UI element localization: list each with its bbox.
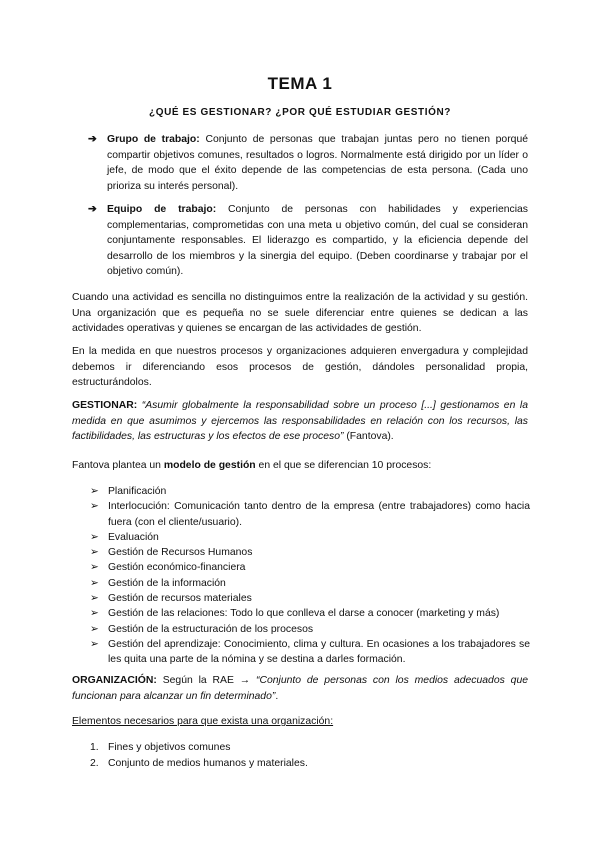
definition-grupo-de-trabajo (88, 132, 528, 194)
list-item (90, 576, 530, 591)
list-item-text: Gestión de Recursos Humanos (108, 547, 253, 559)
list-item-text: Gestión de las relaciones: Todo lo que conlleva el darse a conocer (marketing y más) (108, 608, 500, 620)
list-item (90, 591, 530, 606)
organizacion-end: . (275, 690, 279, 702)
definition-equipo-de-trabajo (88, 202, 528, 280)
list-item (90, 499, 530, 530)
gestionar-definition (72, 398, 528, 445)
elements-heading: Elementos necesarios para que exista una organización: (72, 716, 334, 727)
list-item-text: Evaluación (108, 531, 159, 543)
list-item (90, 484, 530, 499)
list-item (90, 622, 530, 637)
list-item-text: Gestión de la estructuración de los procesos (108, 623, 314, 635)
list-item-text: Fines y objetivos comunes (108, 742, 231, 753)
paragraph-actividad: Cuando una actividad es sencilla no distinguimos entre la realización de la actividad y su gestión. Una organización que es pequeña no se suele diferenciar entre quienes se dedican a las actividades operativas y quienes se encargan de las actividades de gestión. (72, 292, 528, 335)
bullet-arrowhead-icon: ➢ (90, 638, 99, 650)
organizacion-label: ORGANIZACIÓN: (72, 675, 157, 686)
gestionar-quote: “Asumir globalmente la responsabilidad sobre un proceso [...] gestionamos en la medida en que asumimos y ejercemos las responsabilidades en relación con los recursos, las factibilidades, las estructuras y los efectos de ese proceso” (72, 400, 528, 443)
gestionar-source: (Fantova). (343, 431, 394, 443)
page-title: TEMA 1 (267, 74, 333, 93)
list-item (90, 606, 530, 621)
arrow-bullet-icon: ➔ (88, 204, 97, 215)
list-item (90, 637, 530, 668)
organizacion-quote: “Conjunto de personas con los medios adecuados que funcionan para alcanzar un fin determinado” (72, 675, 528, 702)
fantova-intro-bold: modelo de gestión (163, 460, 256, 471)
organizacion-definition (72, 673, 528, 704)
fantova-intro-after: en el que se diferencian 10 procesos: (255, 460, 432, 471)
processes-list (90, 484, 530, 668)
bullet-arrowhead-icon: ➢ (90, 562, 99, 574)
list-item-text: Conjunto de medios humanos y materiales. (108, 757, 308, 769)
list-item-text: Gestión de recursos materiales (108, 593, 252, 605)
definition-term: Equipo de trabajo: (107, 204, 217, 215)
list-item (90, 530, 530, 545)
bullet-arrowhead-icon: ➢ (90, 501, 99, 513)
list-item (90, 560, 530, 575)
bullet-arrowhead-icon: ➢ (90, 547, 99, 559)
definition-text (107, 132, 528, 194)
bullet-arrowhead-icon: ➢ (90, 623, 99, 635)
gestionar-label: GESTIONAR: (72, 400, 138, 411)
fantova-intro-before: Fantova plantea un (72, 460, 164, 471)
bullet-arrowhead-icon: ➢ (90, 593, 99, 605)
list-item-text: Gestión del aprendizaje: Conocimiento, clima y cultura. En ocasiones a los trabajadores se les quita una parte de la nómina y se destina a darles formación. (108, 638, 530, 666)
list-item-text: Interlocución: Comunicación tanto dentro de la empresa (entre trabajadores) como hacia fuera (con el cliente/usuario). (108, 501, 530, 528)
list-item-text: Gestión de la información (108, 577, 226, 589)
bullet-arrowhead-icon: ➢ (90, 531, 99, 543)
definition-body: Conjunto de personas que trabajan juntas pero no tienen porqué compartir objetivos comunes, resultados o logros. Normalmente está dirigido por un líder o jefe, de modo que el éxito depende de las competencias de esta persona. (Cada uno prioriza su interés personal). (107, 134, 529, 192)
fantova-intro (72, 458, 528, 474)
list-item (90, 740, 308, 756)
bullet-arrowhead-icon: ➢ (90, 608, 99, 620)
bullet-arrowhead-icon: ➢ (90, 486, 99, 497)
arrow-bullet-icon: ➔ (88, 134, 97, 145)
definition-body: Conjunto de personas con habilidades y experiencias complementarias, comprometidas con una meta u objetivo común, del cual se consideran conjuntamente responsables. El liderazgo es compartido, y la eficiencia depende del desarrollo de los miembros y la sinergia del equipo. (Deben coordinarse y trabajar por el objetivo común). (107, 204, 528, 278)
list-item-text: Gestión económico-financiera (108, 562, 246, 574)
organizacion-intro: Según la RAE → (156, 675, 256, 686)
list-number: 1. (90, 742, 99, 753)
section-subtitle: ¿QUÉ ES GESTIONAR? ¿POR QUÉ ESTUDIAR GESTIÓN? (148, 107, 452, 118)
definition-text (107, 202, 528, 280)
list-item-text: Planificación (108, 486, 167, 497)
list-number: 2. (90, 757, 99, 769)
elements-list (90, 740, 308, 771)
definition-term: Grupo de trabajo: (107, 134, 200, 145)
list-item (90, 545, 530, 560)
list-item (90, 756, 308, 772)
bullet-arrowhead-icon: ➢ (90, 577, 99, 589)
paragraph-procesos: En la medida en que nuestros procesos y organizaciones adquieren envergadura y complejidad debemos ir diferenciando esos procesos de gestión, dándoles personalidad propia, estructurándolos. (72, 346, 528, 389)
